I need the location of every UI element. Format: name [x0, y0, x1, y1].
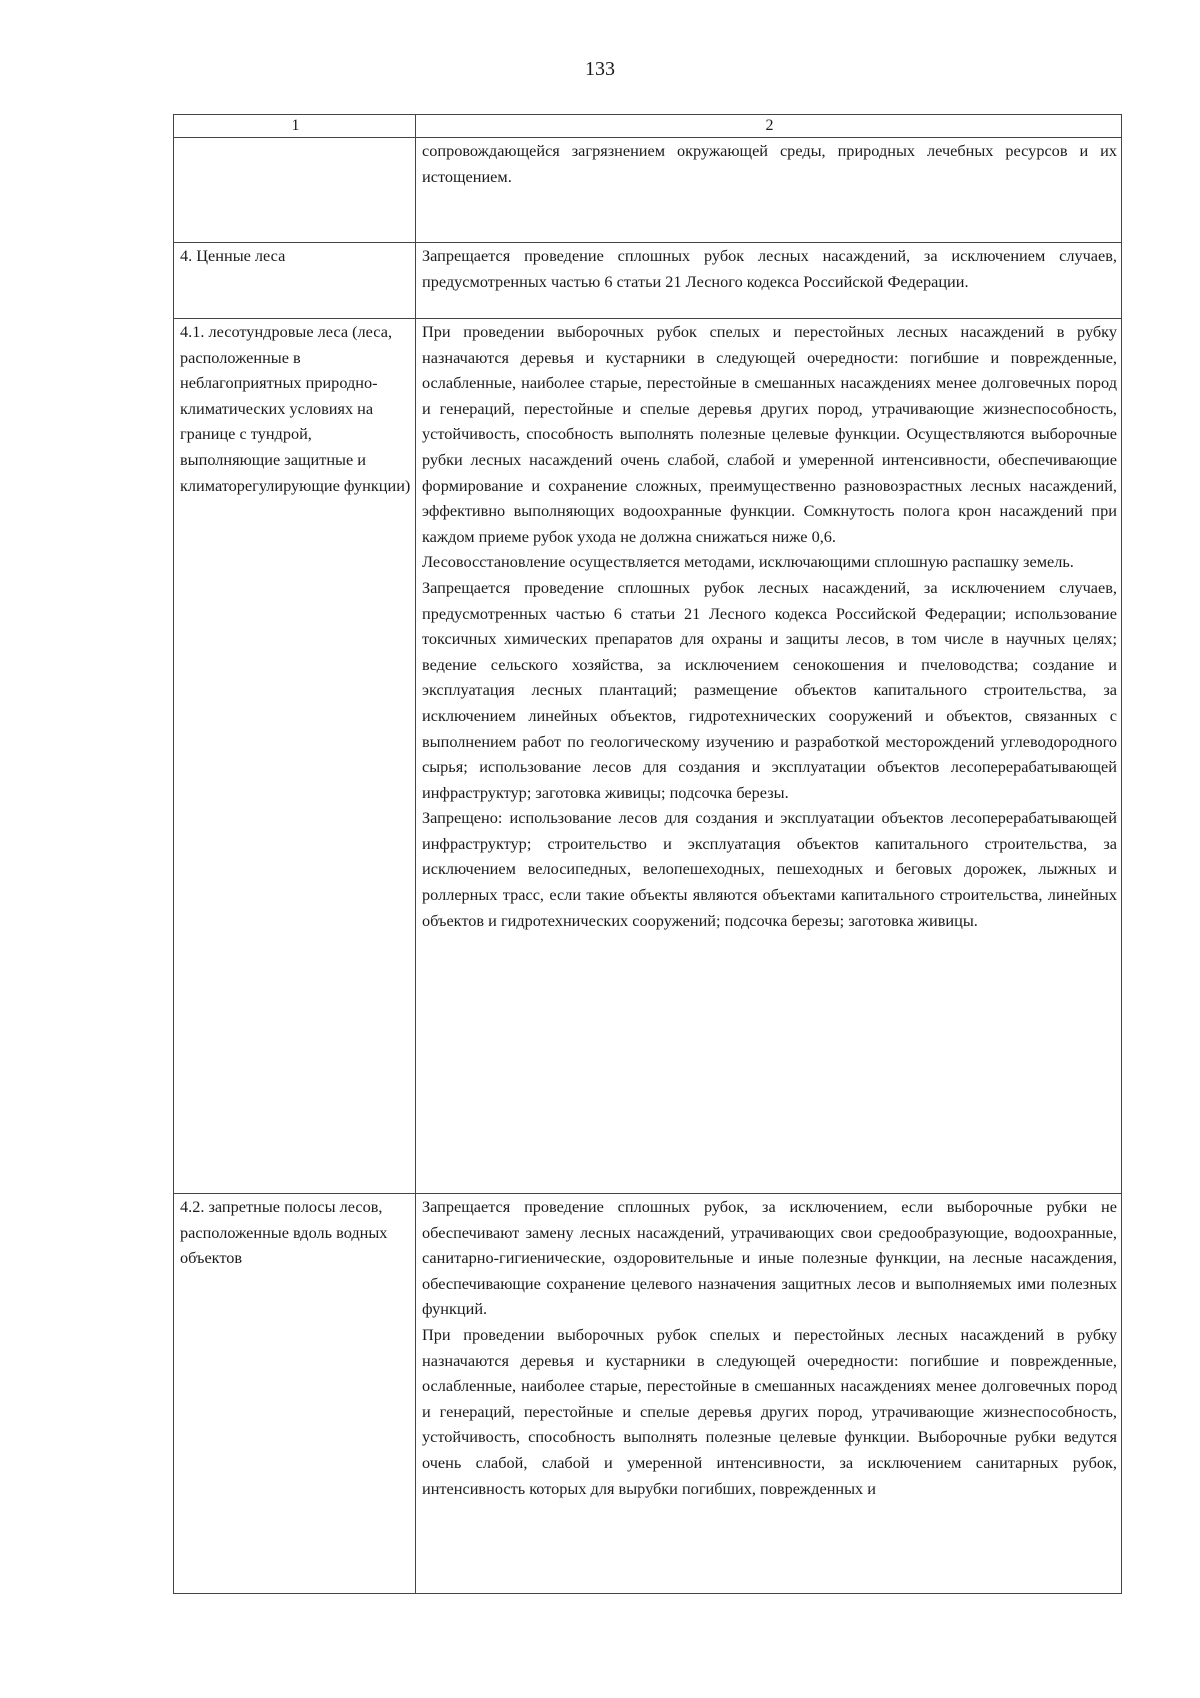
regulation-paragraph: Запрещается проведение сплошных рубок лесных насаждений, за исключением случаев, предусмотренных частью 6 статьи 21 Лесного кодекса Российской Федерации. [422, 246, 1117, 291]
category-cell: 4. Ценные леса [174, 243, 416, 319]
regulation-cell [416, 138, 1122, 243]
regulation-cell-body [422, 1194, 1117, 1593]
category-cell [174, 138, 416, 243]
regulation-paragraph: Запрещается проведение сплошных рубок, за исключением, если выборочные рубки не обеспечивают замену лесных насаждений, утрачивающих свои средообразующие, водоохранные, санитарно-гигиенические, оздоровительные и иные полезные функции, на лесные насаждения, обеспечивающие сохранение целевого назначения защитных лесов и выполняемых ими полезных функций. [422, 1197, 1117, 1319]
table-row [174, 138, 1122, 243]
table-row [174, 243, 1122, 319]
table-header-row [174, 115, 1122, 138]
category-cell: 4.1. лесотундровые леса (леса, расположенные в неблагоприятных природно-климатических условиях на границе с тундрой, выполняющие защитные и климаторегулирующие функции) [174, 319, 416, 1194]
regulation-paragraph: При проведении выборочных рубок спелых и перестойных лесных насаждений в рубку назначаются деревья и кустарники в следующей очередности: погибшие и поврежденные, ослабленные, наиболее старые, перестойные в смешанных насаждениях менее долговечных пород и генераций, перестойные и спелые деревья других пород, утрачивающие жизнеспособность, устойчивость, способность выполнять полезные целевые функции. Осуществляются выборочные рубки лесных насаждений очень слабой, слабой и умеренной интенсивности, обеспечивающие формирование и сохранение сложных, преимущественно разновозрастных лесных насаждений, эффективно выполняющих водоохранные функции. Сомкнутость полога крон насаждений при каждом приеме рубок ухода не должна снижаться ниже 0,6. [422, 322, 1117, 546]
regulation-cell [416, 243, 1122, 319]
regulation-paragraph: Лесовосстановление осуществляется методами, исключающими сплошную распашку земель. [422, 552, 1074, 572]
regulation-paragraph: Запрещено: использование лесов для создания и эксплуатации объектов лесоперерабатывающей инфраструктур; строительство и эксплуатация объектов капитального строительства, за исключением велосипедных, велопешеходных, пешеходных и беговых дорожек, лыжных и роллерных трасс, если такие объекты являются объектами капитального строительства, линейных объектов и гидротехнических сооружений; подсочка березы; заготовка живицы. [422, 808, 1117, 930]
column-header-2: 2 [416, 115, 1122, 138]
regulation-cell [416, 1194, 1122, 1594]
page-number: 133 [585, 58, 615, 80]
regulation-cell [416, 319, 1122, 1194]
category-cell: 4.2. запретные полосы лесов, расположенные вдоль водных объектов [174, 1194, 416, 1594]
table-row [174, 1194, 1122, 1594]
regulation-paragraph: Запрещается проведение сплошных рубок лесных насаждений, за исключением случаев, предусмотренных частью 6 статьи 21 Лесного кодекса Российской Федерации; использование токсичных химических препаратов для охраны и защиты лесов, в том числе в научных целях; ведение сельского хозяйства, за исключением сенокошения и пчеловодства; создание и эксплуатация лесных плантаций; размещение объектов капитального строительства, за исключением линейных объектов, гидротехнических сооружений и объектов, связанных с выполнением работ по геологическому изучению и разработкой месторождений углеводородного сырья; использование лесов для создания и эксплуатации объектов лесоперерабатывающей инфраструктур; заготовка живицы; подсочка березы. [422, 577, 1117, 802]
regulation-table [173, 114, 1122, 1594]
column-header-1: 1 [174, 115, 416, 138]
table-row [174, 319, 1122, 1194]
regulation-paragraph: сопровождающейся загрязнением окружающей среды, природных лечебных ресурсов и их истощением. [422, 141, 1117, 186]
regulation-paragraph: При проведении выборочных рубок спелых и перестойных лесных насаждений в рубку назначаются деревья и кустарники в следующей очередности: погибшие и поврежденные, ослабленные, наиболее старые, перестойные в смешанных насаждениях менее долговечных пород и генераций, перестойные и спелые деревья других пород, утрачивающие жизнеспособность, устойчивость, способность выполнять полезные целевые функции. Выборочные рубки ведутся очень слабой, слабой и умеренной интенсивности, за исключением санитарных рубок, интенсивность которых для вырубки погибших, поврежденных и [422, 1324, 1117, 1498]
